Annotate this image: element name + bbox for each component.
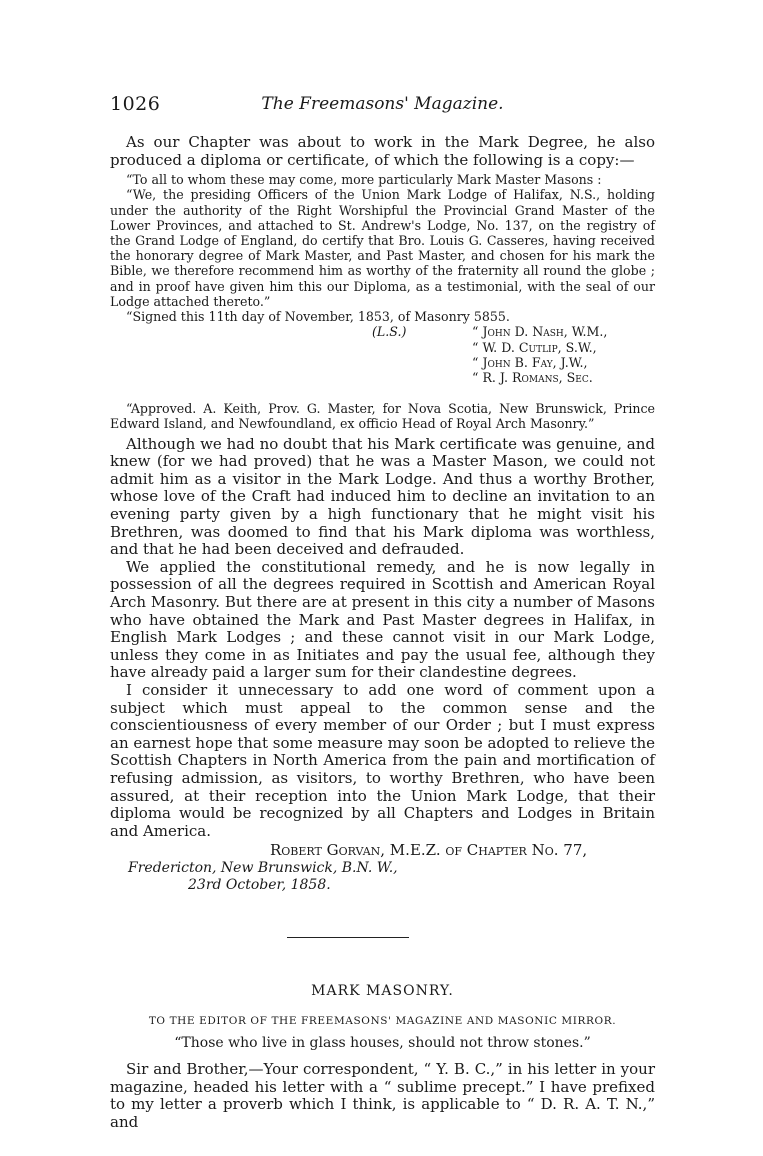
certificate-body: “We, the presiding Officers of the Union Mark Lodge of Halifax, N.S., holding under the authority of the Right Worshipful the Provincial Grand Master of the Lower Provinces, and attached to St. Andrew's Lodge, No. 137, on the registry of the Grand Lodge of England, do certify that Bro. Louis G. Casseres, having received the honorary degree of Mark Master, and Past Master, and chosen for his mark the Bible, we therefore recommend him as worthy of the fraternity all round the globe ; and in proof have given him this our Diploma, as a testimonial, with the seal of our Lodge attached thereto.” (110, 187, 655, 309)
letter-opening-paragraph: Sir and Brother,—Your correspondent, “ Y. B. C.,” in his letter in your magazine, headed his letter with a “ sublime precept.” I have prefixed to my letter a proverb which I think, is applicable to “ D. R. A. T. N.,” and (110, 1060, 655, 1131)
certificate-signed: “Signed this 11th day of November, 1853, of Masonry 5855. (126, 309, 510, 325)
signatory: “ R. J. Romans, Sec. (472, 370, 593, 386)
running-title: The Freemasons' Magazine. (261, 94, 504, 114)
certificate-approval: “Approved. A. Keith, Prov. G. Master, for Nova Scotia, New Brunswick, Prince Edward Island, and Newfoundland, ex officio Head of Royal Arch Masonry.” (110, 401, 655, 432)
certificate-quote (110, 172, 655, 431)
section-heading: MARK MASONRY. (311, 983, 454, 1000)
running-header (110, 93, 655, 119)
certificate-opening: “To all to whom these may come, more particularly Mark Master Masons : (126, 172, 602, 188)
signatory: “ W. D. Cutlip, S.W., (472, 339, 597, 355)
section-divider (287, 937, 409, 938)
intro-paragraph: As our Chapter was about to work in the Mark Degree, he also produced a diploma or certificate, of which the following is a copy:— (110, 133, 655, 169)
article-paragraphs (110, 436, 655, 841)
article-body (110, 134, 655, 1131)
body-paragraph: Although we had no doubt that his Mark certificate was genuine, and knew (for we had proved) that he was a Master Mason, we could not admit him as a visitor in the Mark Lodge. And thus a worthy Brother, whose love of the Craft had induced him to decline an invitation to an evening party given by a high functionary that he might visit his Brethren, was doomed to find that his Mark diploma was worthless, and that he had been deceived and defrauded. (110, 434, 655, 559)
closing-place: Fredericton, New Brunswick, B.N. W., (128, 859, 398, 876)
letter-closing (110, 842, 655, 895)
body-paragraph: I consider it unnecessary to add one word of comment upon a subject which must appeal to the common sense and the conscientiousness of every member of our Order ; but I must express an earnest hope that some measure may soon be adopted to relieve the Scottish Chapters in North America from the pain and mortification of refusing admission, as visitors, to worthy Brethren, who have been assured, at their reception into the Union Mark Lodge, that their diploma would be recognized by all Chapters and Lodges in Britain and America. (110, 680, 655, 840)
page-number: 1026 (110, 93, 161, 115)
body-paragraph: We applied the constitutional remedy, and he is now legally in possession of all the degrees required in Scottish and American Royal Arch Masonry. But there are at present in this city a number of Masons who have obtained the Mark and Past Master degrees in Halifax, in English Mark Lodges ; and these cannot visit in our Mark Lodge, unless they come in as Initiates and pay the usual fee, although they have already paid a larger sum for their clandestine degrees. (110, 557, 655, 682)
seal-mark: (L.S.) (372, 324, 407, 340)
signatory-list (472, 324, 607, 386)
signatory: “ John D. Nash, W.M., (472, 324, 608, 340)
letter-addressee: TO THE EDITOR OF THE FREEMASONS' MAGAZINE AND MASONIC MIRROR. (148, 1015, 617, 1028)
signatory: “ John B. Fay, J.W., (472, 355, 588, 371)
epigraph: “Those who live in glass houses, should not throw stones.” (174, 1035, 591, 1052)
closing-signature: Robert Gorvan, M.E.Z. of Chapter No. 77, (270, 841, 588, 860)
signature-block (110, 324, 655, 401)
closing-date: 23rd October, 1858. (188, 877, 331, 894)
